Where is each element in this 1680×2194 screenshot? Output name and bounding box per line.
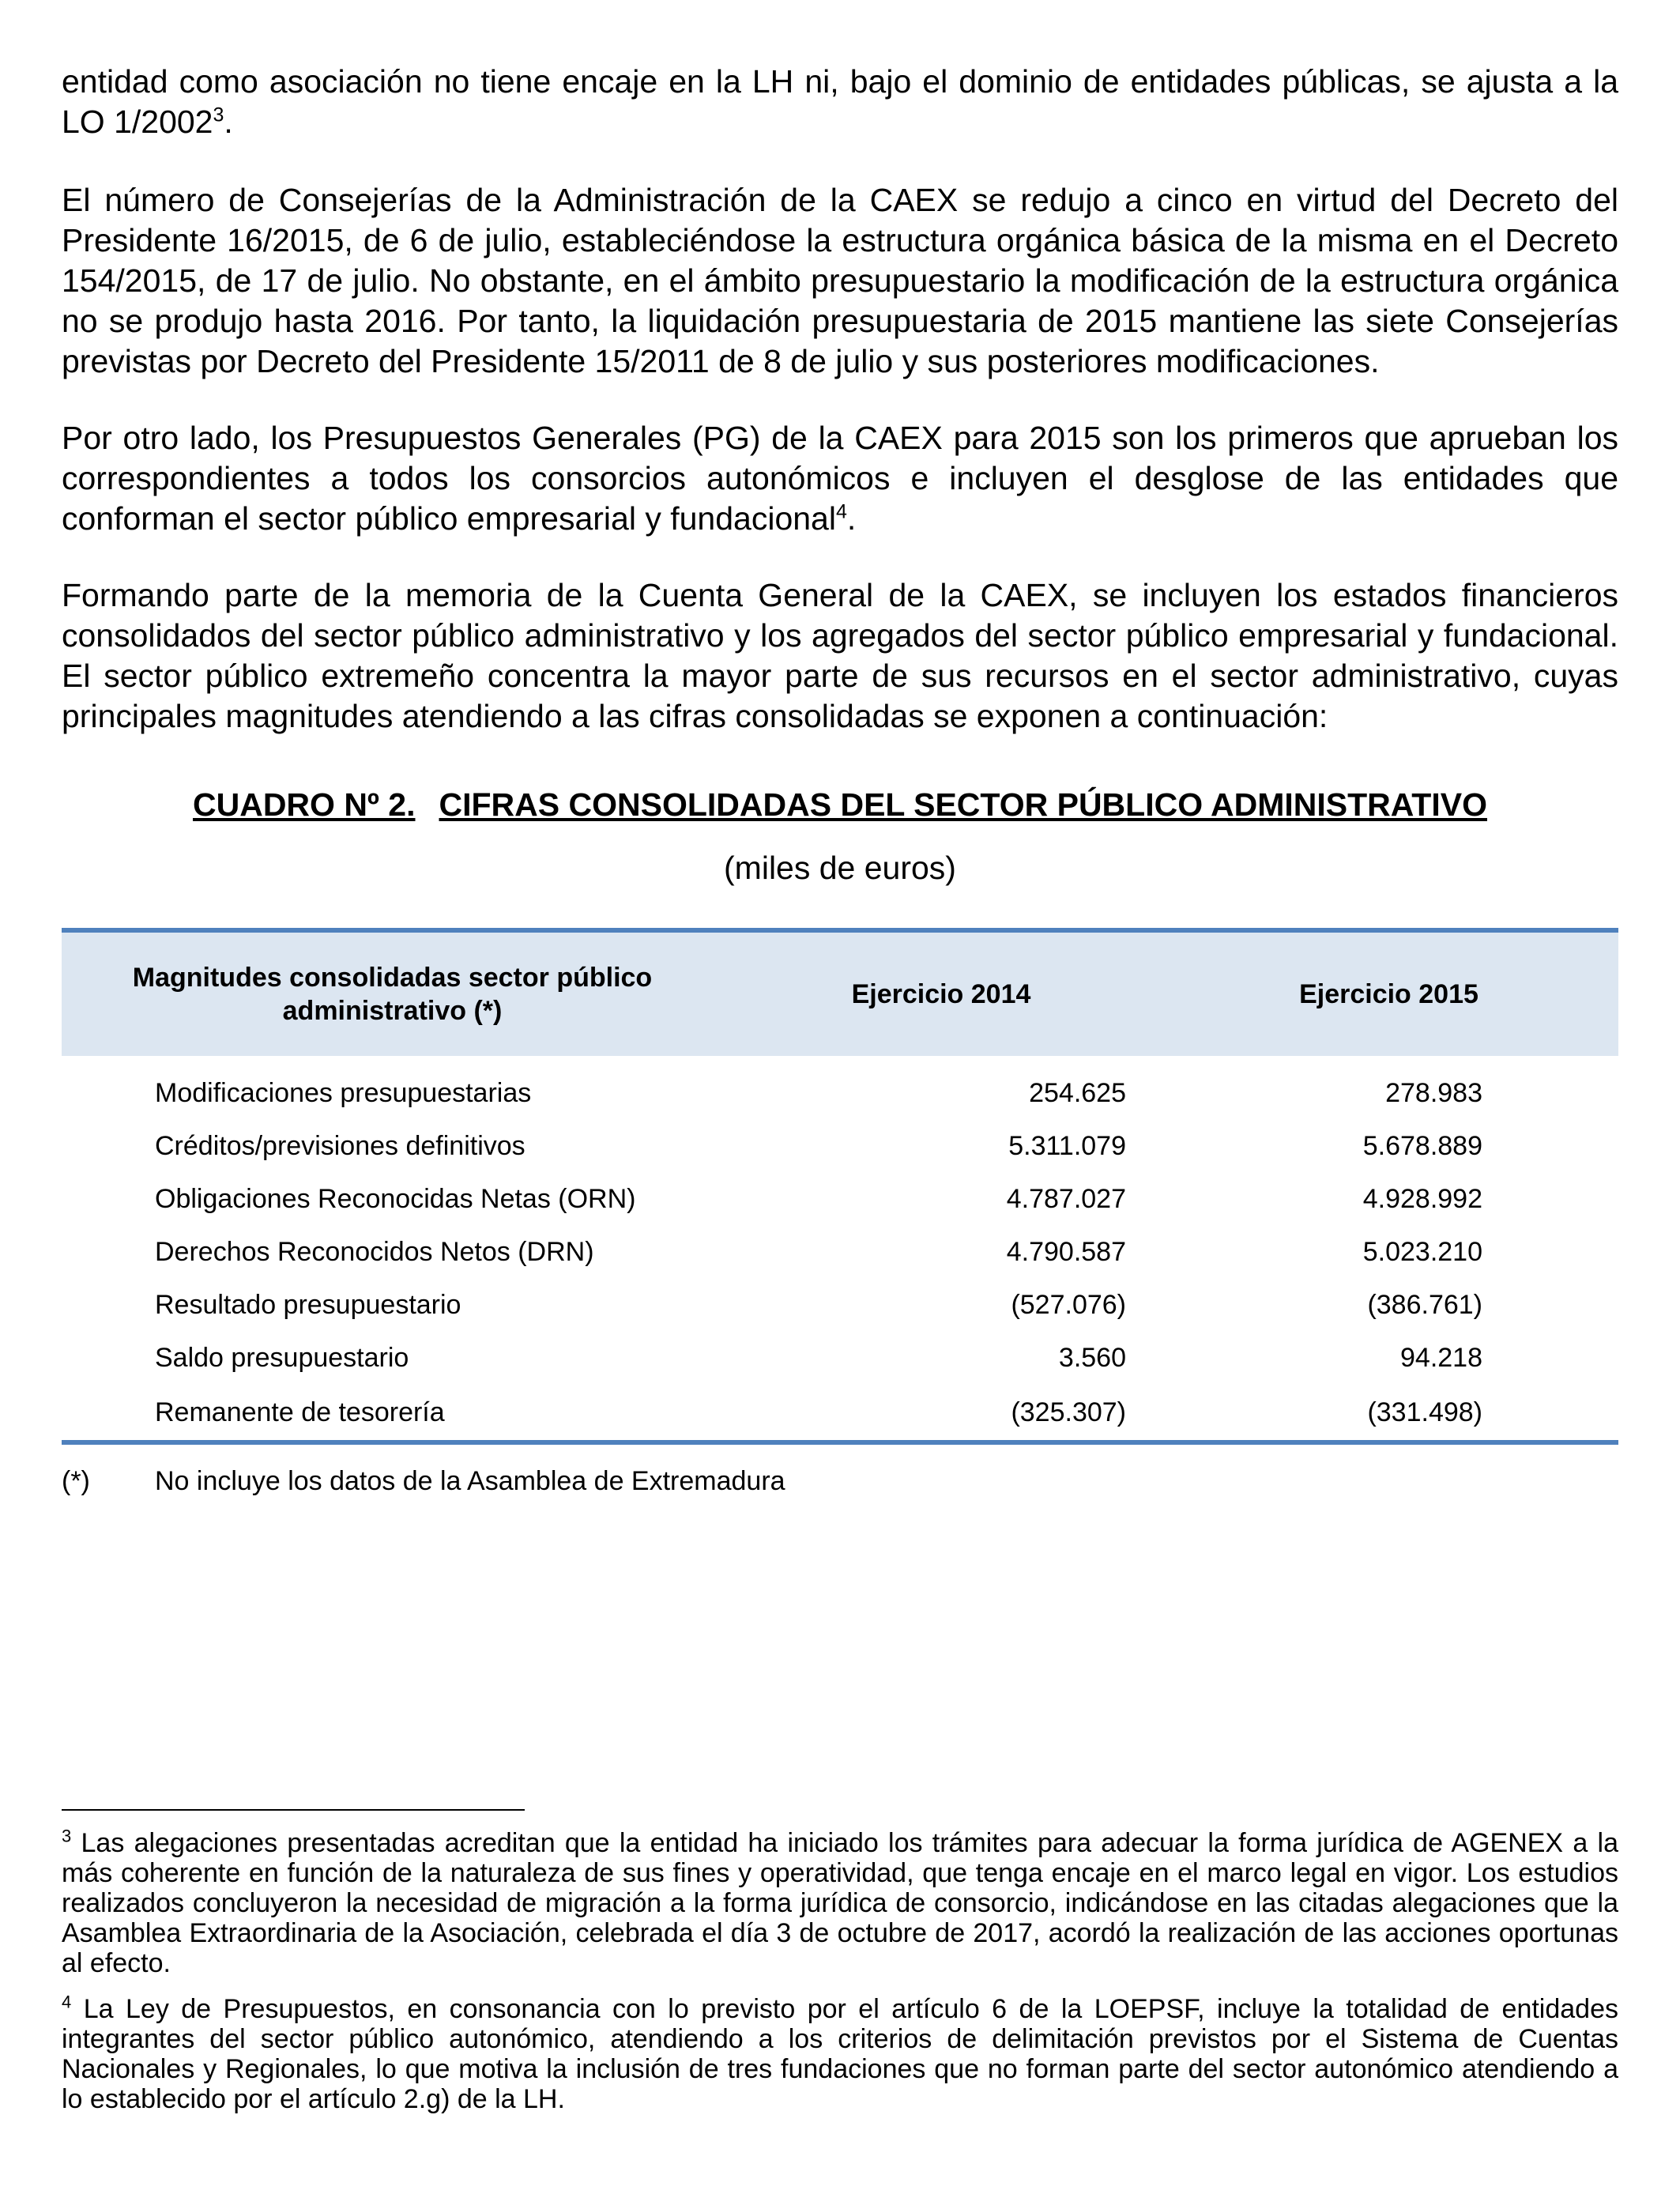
footnote-text: La Ley de Presupuestos, en consonancia con lo previsto por el artículo 6 de la LOEPSF, incluye la totalidad de entidades integrantes del sector público autonómico, atendiendo a los criterios de delimitación previstos por el Sistema de Cuentas Nacionales y Regionales, lo que motiva la inclusión de tres fundaciones que no forman parte del sector autonómico atendiendo a lo establecido por el artículo 2.g) de la LH. bbox=[62, 1994, 1618, 2114]
document-page bbox=[62, 62, 1618, 1498]
table-title-text: CIFRAS CONSOLIDADAS DEL SECTOR PÚBLICO ADMINISTRATIVO bbox=[439, 786, 1487, 823]
table-number: CUADRO Nº 2. bbox=[193, 786, 416, 823]
table-header-row bbox=[62, 930, 1618, 1056]
footnote-4 bbox=[62, 1994, 1618, 2114]
footnote-text: Las alegaciones presentadas acreditan que la entidad ha iniciado los trámites para adecuar la forma jurídica de AGENEX a la más coherente en función de la naturaleza de sus fines y operatividad, que tenga encaje en el marco legal en vigor. Los estudios realizados concluyeron la necesidad de migración a la forma jurídica de consorcio, indicándose en las citadas alegaciones que la Asamblea Extraordinaria de la Asociación, celebrada el día 3 de octubre de 2017, acordó la realización de las acciones oportunas al efecto. bbox=[62, 1828, 1618, 1978]
value-2015: 4.928.992 bbox=[1362, 1184, 1482, 1214]
row-label: Resultado presupuestario bbox=[155, 1290, 461, 1320]
table-row bbox=[62, 1056, 1618, 1120]
paragraph-3-text: Por otro lado, los Presupuestos Generales (PG) de la CAEX para 2015 son los primeros que aprueban los correspondientes a todos los consorcios autonómicos e incluyen el desglose de las entidades que conforman el sector público empresarial y fundacional bbox=[62, 420, 1618, 537]
table-note-mark: (*) bbox=[62, 1466, 90, 1496]
table-row bbox=[62, 1226, 1618, 1279]
header-ejercicio-2014: Ejercicio 2014 bbox=[723, 930, 1159, 1056]
table-row bbox=[62, 1120, 1618, 1173]
table-row bbox=[62, 1279, 1618, 1332]
value-2014: 254.625 bbox=[1029, 1078, 1126, 1108]
paragraph-2: El número de Consejerías de la Administración de la CAEX se redujo a cinco en virtud del Decreto del Presidente 16/2015, de 6 de julio, estableciéndose la estructura orgánica básica de la misma en el Decreto 154/2015, de 17 de julio. No obstante, en el ámbito presupuestario la modificación de la estructura orgánica no se produjo hasta 2016. Por tanto, la liquidación presupuestaria de 2015 mantiene las siete Consejerías previstas por Decreto del Presidente 15/2011 de 8 de julio y sus posteriores modificaciones. bbox=[62, 182, 1618, 379]
value-2015: 5.678.889 bbox=[1362, 1131, 1482, 1161]
value-2015: 5.023.210 bbox=[1362, 1237, 1482, 1267]
value-2015: (386.761) bbox=[1367, 1290, 1482, 1320]
footnote-3 bbox=[62, 1828, 1618, 1978]
table-note-text: No incluye los datos de la Asamblea de Extremadura bbox=[155, 1466, 785, 1496]
row-label: Derechos Reconocidos Netos (DRN) bbox=[155, 1237, 594, 1267]
table-row bbox=[62, 1173, 1618, 1226]
paragraph-3-end: . bbox=[846, 500, 857, 537]
value-2014: 4.790.587 bbox=[1006, 1237, 1126, 1267]
footnote-number: 3 bbox=[62, 1826, 72, 1846]
table-note bbox=[62, 1464, 1618, 1498]
table-row bbox=[62, 1332, 1618, 1385]
footnote-ref-3[interactable]: 3 bbox=[213, 104, 224, 126]
value-2014: 5.311.079 bbox=[1008, 1131, 1126, 1161]
footnote-separator bbox=[62, 1809, 525, 1811]
row-label: Remanente de tesorería bbox=[62, 1385, 723, 1442]
header-ejercicio-2015: Ejercicio 2015 bbox=[1159, 930, 1618, 1056]
header-magnitudes: Magnitudes consolidadas sector público administrativo (*) bbox=[62, 930, 723, 1056]
table-row bbox=[62, 1385, 1618, 1442]
consolidated-figures-table bbox=[62, 928, 1618, 1445]
value-2014: (527.076) bbox=[1011, 1290, 1126, 1320]
footnotes bbox=[62, 1828, 1618, 2130]
paragraph-1-end: . bbox=[224, 104, 233, 140]
table-units: (miles de euros) bbox=[724, 850, 956, 886]
row-label: Obligaciones Reconocidas Netas (ORN) bbox=[155, 1184, 636, 1214]
value-2014: (325.307) bbox=[723, 1385, 1159, 1442]
row-label: Créditos/previsiones definitivos bbox=[155, 1131, 525, 1161]
value-2014: 4.787.027 bbox=[1006, 1184, 1126, 1214]
row-label: Saldo presupuestario bbox=[155, 1343, 409, 1373]
value-2015: 278.983 bbox=[1385, 1078, 1482, 1108]
value-2015: 94.218 bbox=[1400, 1343, 1482, 1373]
paragraph-3 bbox=[62, 418, 1618, 539]
paragraph-1 bbox=[62, 62, 1618, 142]
footnote-number: 4 bbox=[62, 1992, 72, 2012]
footnote-ref-4[interactable]: 4 bbox=[835, 500, 847, 523]
row-label: Modificaciones presupuestarias bbox=[155, 1078, 532, 1108]
paragraph-4: Formando parte de la memoria de la Cuenta General de la CAEX, se incluyen los estados financieros consolidados del sector público administrativo y los agregados del sector público empresarial y fundacional. El sector público extremeño concentra la mayor parte de sus recursos en el sector administrativo, cuyas principales magnitudes atendiendo a las cifras consolidadas se exponen a continuación: bbox=[62, 577, 1618, 734]
table-title bbox=[62, 784, 1618, 825]
value-2015: (331.498) bbox=[1159, 1385, 1618, 1442]
value-2014: 3.560 bbox=[1058, 1343, 1126, 1373]
paragraph-1-text: entidad como asociación no tiene encaje en la LH ni, bajo el dominio de entidades públicas, se ajusta a la LO 1/2002 bbox=[62, 63, 1618, 140]
